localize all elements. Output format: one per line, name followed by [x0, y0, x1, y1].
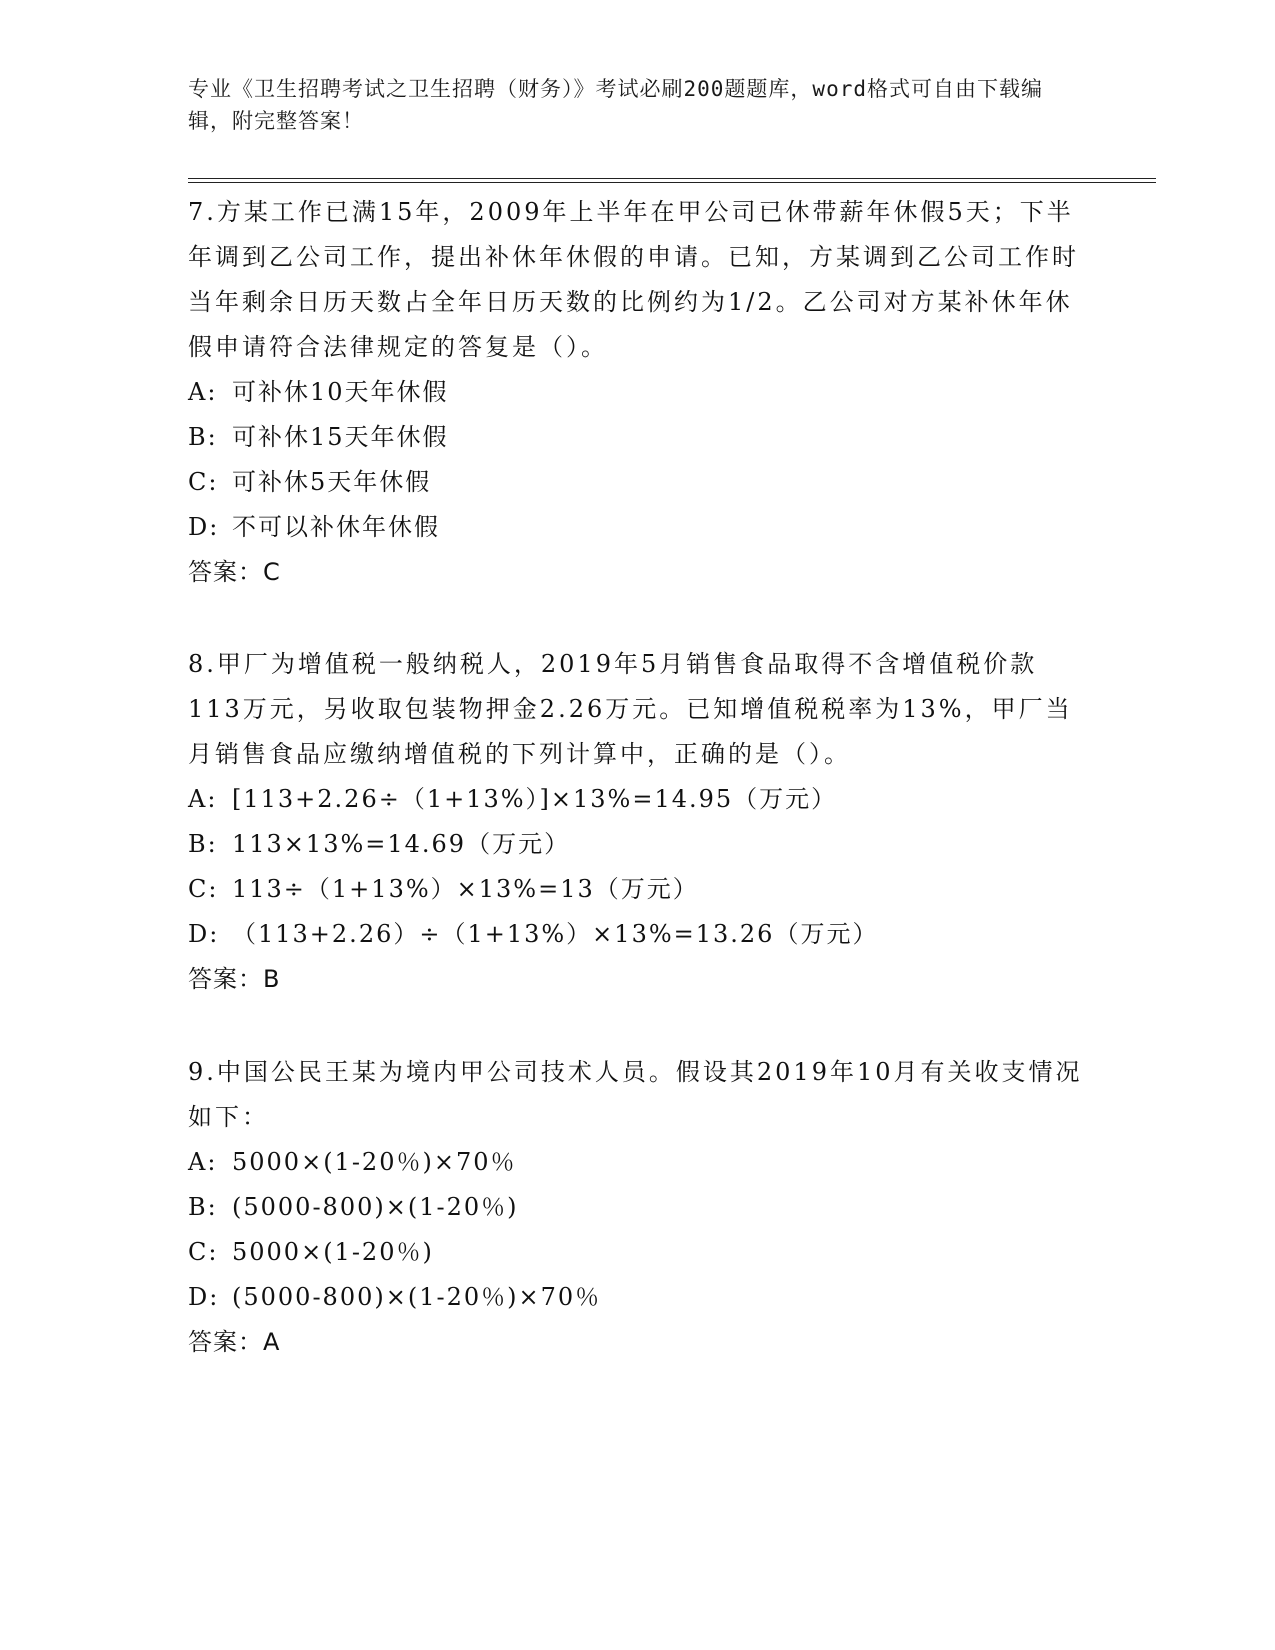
option-text: 113÷（1+13%）×13%=13（万元） — [232, 875, 699, 903]
option-letter: B: — [188, 1193, 218, 1221]
option-letter: D: — [188, 920, 220, 948]
option-letter: A: — [188, 785, 218, 813]
option-text: 可补休15天年休假 — [232, 423, 449, 451]
answer-line: 答案：C — [188, 558, 281, 586]
option-text: （113+2.26）÷（1+13%）×13%=13.26（万元） — [232, 920, 879, 948]
option-text: 可补休5天年休假 — [232, 468, 432, 496]
option-d — [188, 505, 1088, 550]
option-letter: A: — [188, 378, 218, 406]
document-header: 专业《卫生招聘考试之卫生招聘（财务）》考试必刷200题题库，word格式可自由下载编辑，附完整答案！ — [188, 77, 1043, 133]
question-stem: 7.方某工作已满15年，2009年上半年在甲公司已休带薪年休假5天；下半年调到乙公司工作，提出补休年休假的申请。已知，方某调到乙公司工作时当年剩余日历天数占全年日历天数的比例约为1/2。乙公司对方某补休年休假申请符合法律规定的答复是（）。 — [188, 198, 1079, 361]
question-stem: 8.甲厂为增值税一般纳税人，2019年5月销售食品取得不含增值税价款113万元，另收取包装物押金2.26万元。已知增值税税率为13%，甲厂当月销售食品应缴纳增值税的下列计算中，正确的是（）。 — [188, 650, 1073, 768]
option-c — [188, 867, 1088, 912]
option-letter: C: — [188, 468, 219, 496]
question-8 — [188, 642, 1088, 1002]
option-b — [188, 415, 1088, 460]
option-d — [188, 1275, 1088, 1320]
question-9 — [188, 1050, 1088, 1365]
option-text: 5000×(1-20％)×70％ — [232, 1148, 517, 1176]
option-letter: B: — [188, 830, 218, 858]
option-text: [113+2.26÷（1+13%）]×13%=14.95（万元） — [232, 785, 838, 813]
option-b — [188, 822, 1088, 867]
option-a — [188, 777, 1088, 822]
option-text: 5000×(1-20％) — [232, 1238, 434, 1266]
option-text: 不可以补休年休假 — [232, 513, 440, 541]
option-letter: B: — [188, 423, 218, 451]
option-text: 113×13%=14.69（万元） — [232, 830, 571, 858]
option-c — [188, 460, 1088, 505]
option-letter: C: — [188, 1238, 219, 1266]
question-7 — [188, 190, 1088, 595]
option-text: (5000-800)×(1-20％) — [232, 1193, 519, 1221]
answer-line: 答案：A — [188, 1328, 281, 1356]
option-letter: A: — [188, 1148, 218, 1176]
option-letter: D: — [188, 513, 220, 541]
option-text: (5000-800)×(1-20％)×70％ — [232, 1283, 602, 1311]
header-divider — [188, 178, 1156, 183]
answer-line: 答案：B — [188, 965, 281, 993]
option-a — [188, 370, 1088, 415]
option-letter: D: — [188, 1283, 220, 1311]
option-letter: C: — [188, 875, 219, 903]
option-a — [188, 1140, 1088, 1185]
question-stem: 9.中国公民王某为境内甲公司技术人员。假设其2019年10月有关收支情况如下： — [188, 1058, 1083, 1131]
option-text: 可补休10天年休假 — [232, 378, 449, 406]
option-c — [188, 1230, 1088, 1275]
option-d — [188, 912, 1088, 957]
option-b — [188, 1185, 1088, 1230]
